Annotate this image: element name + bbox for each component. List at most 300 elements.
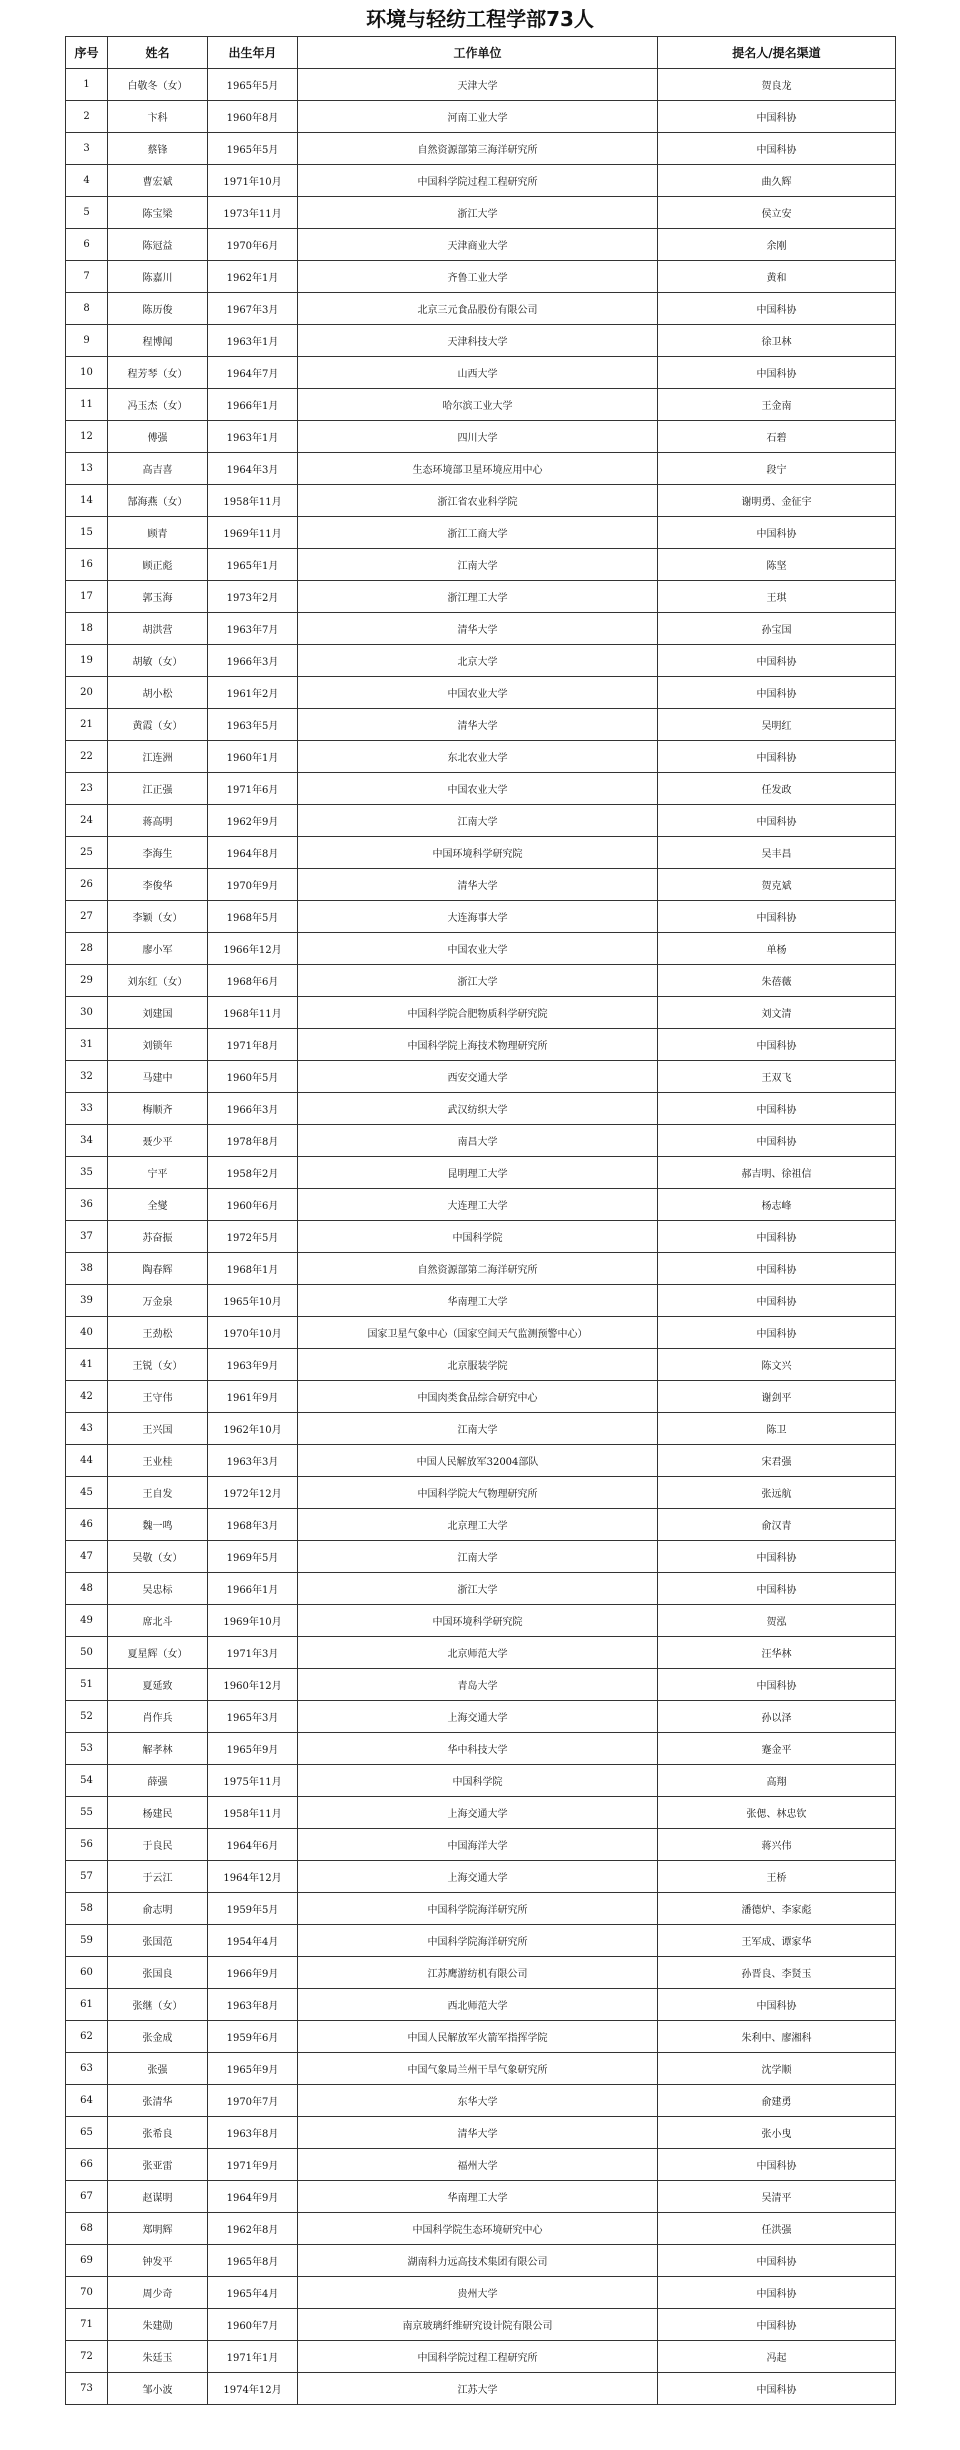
cell-no: 31 [66,1029,108,1061]
cell-birth: 1967年3月 [208,293,298,325]
cell-no: 28 [66,933,108,965]
cell-org: 中国科学院 [298,1765,658,1797]
cell-org: 北京理工大学 [298,1509,658,1541]
cell-birth: 1961年2月 [208,677,298,709]
cell-birth: 1960年7月 [208,2309,298,2341]
table-row [66,1381,896,1413]
cell-name: 夏延致 [108,1669,208,1701]
cell-name: 王自发 [108,1477,208,1509]
table-row [66,581,896,613]
cell-nominator: 谢明勇、金征宇 [658,485,896,517]
table-row [66,1541,896,1573]
cell-no: 18 [66,613,108,645]
cell-org: 中国科学院海洋研究所 [298,1925,658,1957]
cell-no: 30 [66,997,108,1029]
table-row [66,101,896,133]
table-row [66,2021,896,2053]
table-row [66,805,896,837]
cell-name: 张继（女） [108,1989,208,2021]
cell-org: 中国气象局兰州干旱气象研究所 [298,2053,658,2085]
cell-nominator: 段宁 [658,453,896,485]
cell-name: 张国范 [108,1925,208,1957]
cell-name: 刘东红（女） [108,965,208,997]
cell-org: 中国农业大学 [298,677,658,709]
cell-org: 上海交通大学 [298,1701,658,1733]
cell-birth: 1959年5月 [208,1893,298,1925]
cell-name: 江连洲 [108,741,208,773]
cell-no: 55 [66,1797,108,1829]
cell-name: 陈嘉川 [108,261,208,293]
cell-org: 江苏大学 [298,2373,658,2405]
table-row [66,2341,896,2373]
cell-nominator: 陈文兴 [658,1349,896,1381]
cell-name: 吴忠标 [108,1573,208,1605]
cell-name: 梅顺齐 [108,1093,208,1125]
cell-name: 聂少平 [108,1125,208,1157]
cell-name: 杨建民 [108,1797,208,1829]
cell-name: 傅强 [108,421,208,453]
cell-org: 大连理工大学 [298,1189,658,1221]
cell-birth: 1958年11月 [208,1797,298,1829]
cell-no: 36 [66,1189,108,1221]
table-row [66,1573,896,1605]
cell-org: 中国肉类食品综合研究中心 [298,1381,658,1413]
cell-name: 郭玉海 [108,581,208,613]
table-body [66,69,896,2405]
table-row [66,453,896,485]
cell-no: 57 [66,1861,108,1893]
cell-no: 4 [66,165,108,197]
table-row [66,1797,896,1829]
cell-name: 钟发平 [108,2245,208,2277]
table-row [66,965,896,997]
cell-name: 王锐（女） [108,1349,208,1381]
table-row [66,2309,896,2341]
cell-org: 江南大学 [298,1541,658,1573]
table-row [66,613,896,645]
cell-no: 34 [66,1125,108,1157]
cell-birth: 1958年11月 [208,485,298,517]
cell-nominator: 王双飞 [658,1061,896,1093]
cell-birth: 1971年1月 [208,2341,298,2373]
cell-name: 朱建勋 [108,2309,208,2341]
cell-org: 中国农业大学 [298,933,658,965]
table-row [66,229,896,261]
table-row [66,2181,896,2213]
cell-nominator: 孙宝国 [658,613,896,645]
cell-nominator: 张小曳 [658,2117,896,2149]
cell-birth: 1963年8月 [208,2117,298,2149]
cell-nominator: 孙晋良、李贤玉 [658,1957,896,1989]
cell-name: 李颖（女） [108,901,208,933]
table-row [66,1093,896,1125]
cell-nominator: 中国科协 [658,2277,896,2309]
cell-name: 王兴国 [108,1413,208,1445]
cell-org: 浙江理工大学 [298,581,658,613]
cell-birth: 1964年6月 [208,1829,298,1861]
table-row [66,1701,896,1733]
table-row [66,197,896,229]
cell-org: 国家卫星气象中心（国家空间天气监测预警中心） [298,1317,658,1349]
cell-nominator: 中国科协 [658,1125,896,1157]
cell-nominator: 王琪 [658,581,896,613]
cell-name: 胡洪营 [108,613,208,645]
table-row [66,133,896,165]
cell-name: 郜海燕（女） [108,485,208,517]
cell-no: 16 [66,549,108,581]
cell-no: 32 [66,1061,108,1093]
table-row [66,293,896,325]
cell-nominator: 吴清平 [658,2181,896,2213]
table-row [66,1253,896,1285]
cell-nominator: 中国科协 [658,741,896,773]
table-row [66,901,896,933]
cell-org: 清华大学 [298,613,658,645]
table-row [66,421,896,453]
cell-no: 21 [66,709,108,741]
cell-nominator: 侯立安 [658,197,896,229]
cell-nominator: 吴丰昌 [658,837,896,869]
cell-birth: 1966年3月 [208,645,298,677]
cell-org: 中国海洋大学 [298,1829,658,1861]
cell-no: 24 [66,805,108,837]
cell-birth: 1954年4月 [208,1925,298,1957]
table-row [66,2277,896,2309]
cell-name: 于云江 [108,1861,208,1893]
cell-no: 12 [66,421,108,453]
cell-org: 华南理工大学 [298,1285,658,1317]
cell-no: 68 [66,2213,108,2245]
cell-name: 于良民 [108,1829,208,1861]
cell-no: 19 [66,645,108,677]
cell-no: 51 [66,1669,108,1701]
cell-birth: 1978年8月 [208,1125,298,1157]
table-row [66,1893,896,1925]
cell-no: 42 [66,1381,108,1413]
cell-nominator: 中国科协 [658,133,896,165]
cell-no: 9 [66,325,108,357]
cell-nominator: 贺克斌 [658,869,896,901]
cell-no: 46 [66,1509,108,1541]
table-row [66,389,896,421]
cell-nominator: 陈坚 [658,549,896,581]
cell-org: 南昌大学 [298,1125,658,1157]
cell-nominator: 中国科协 [658,1669,896,1701]
table-row [66,2117,896,2149]
cell-nominator: 张偲、林忠钦 [658,1797,896,1829]
cell-org: 自然资源部第三海洋研究所 [298,133,658,165]
cell-nominator: 中国科协 [658,1093,896,1125]
cell-nominator: 中国科协 [658,293,896,325]
cell-birth: 1963年3月 [208,1445,298,1477]
cell-nominator: 俞汉青 [658,1509,896,1541]
cell-name: 程博闻 [108,325,208,357]
cell-name: 肖作兵 [108,1701,208,1733]
cell-name: 蔡锋 [108,133,208,165]
cell-org: 中国科学院 [298,1221,658,1253]
table-row [66,1029,896,1061]
cell-birth: 1969年5月 [208,1541,298,1573]
cell-org: 北京师范大学 [298,1637,658,1669]
cell-birth: 1964年7月 [208,357,298,389]
table-row [66,2053,896,2085]
cell-name: 曹宏斌 [108,165,208,197]
cell-org: 浙江省农业科学院 [298,485,658,517]
cell-birth: 1968年11月 [208,997,298,1029]
cell-org: 中国科学院生态环境研究中心 [298,2213,658,2245]
cell-birth: 1971年8月 [208,1029,298,1061]
cell-name: 解孝林 [108,1733,208,1765]
cell-org: 中国农业大学 [298,773,658,805]
cell-no: 48 [66,1573,108,1605]
cell-no: 2 [66,101,108,133]
cell-nominator: 曲久辉 [658,165,896,197]
cell-name: 张亚雷 [108,2149,208,2181]
cell-no: 6 [66,229,108,261]
cell-birth: 1963年8月 [208,1989,298,2021]
cell-org: 江南大学 [298,1413,658,1445]
cell-birth: 1964年8月 [208,837,298,869]
cell-no: 26 [66,869,108,901]
cell-org: 中国科学院合肥物质科学研究院 [298,997,658,1029]
cell-birth: 1963年7月 [208,613,298,645]
cell-org: 中国人民解放军火箭军指挥学院 [298,2021,658,2053]
cell-no: 71 [66,2309,108,2341]
cell-nominator: 中国科协 [658,1317,896,1349]
cell-no: 47 [66,1541,108,1573]
cell-no: 37 [66,1221,108,1253]
cell-name: 赵谋明 [108,2181,208,2213]
cell-name: 陈历俊 [108,293,208,325]
cell-nominator: 刘文清 [658,997,896,1029]
cell-name: 薛强 [108,1765,208,1797]
cell-birth: 1966年12月 [208,933,298,965]
table-row [66,2085,896,2117]
cell-org: 武汉纺织大学 [298,1093,658,1125]
table-row [66,1125,896,1157]
table-row [66,741,896,773]
cell-name: 高吉喜 [108,453,208,485]
cell-no: 69 [66,2245,108,2277]
cell-org: 江苏鹰游纺机有限公司 [298,1957,658,1989]
cell-nominator: 中国科协 [658,2309,896,2341]
cell-org: 湖南科力远高技术集团有限公司 [298,2245,658,2277]
cell-org: 南京玻璃纤维研究设计院有限公司 [298,2309,658,2341]
table-row [66,1285,896,1317]
cell-org: 中国科学院大气物理研究所 [298,1477,658,1509]
cell-org: 大连海事大学 [298,901,658,933]
cell-no: 5 [66,197,108,229]
cell-name: 邹小波 [108,2373,208,2405]
cell-name: 刘锁年 [108,1029,208,1061]
cell-birth: 1966年9月 [208,1957,298,1989]
table-row [66,1957,896,1989]
table-row [66,2245,896,2277]
cell-org: 上海交通大学 [298,1797,658,1829]
cell-org: 华中科技大学 [298,1733,658,1765]
table-row [66,261,896,293]
cell-org: 昆明理工大学 [298,1157,658,1189]
cell-name: 全燮 [108,1189,208,1221]
cell-no: 52 [66,1701,108,1733]
table-row [66,1157,896,1189]
table-row [66,1509,896,1541]
cell-name: 魏一鸣 [108,1509,208,1541]
cell-name: 刘建国 [108,997,208,1029]
cell-birth: 1968年1月 [208,1253,298,1285]
cell-name: 郑明辉 [108,2213,208,2245]
cell-name: 吴敬（女） [108,1541,208,1573]
cell-org: 清华大学 [298,869,658,901]
cell-no: 27 [66,901,108,933]
cell-name: 马建中 [108,1061,208,1093]
cell-birth: 1964年3月 [208,453,298,485]
table-row [66,645,896,677]
cell-no: 72 [66,2341,108,2373]
table-row [66,2373,896,2405]
cell-birth: 1970年10月 [208,1317,298,1349]
cell-name: 苏奋振 [108,1221,208,1253]
cell-name: 王劲松 [108,1317,208,1349]
cell-no: 63 [66,2053,108,2085]
cell-no: 58 [66,1893,108,1925]
cell-name: 陈宝梁 [108,197,208,229]
cell-no: 40 [66,1317,108,1349]
cell-birth: 1965年9月 [208,1733,298,1765]
cell-nominator: 贺良龙 [658,69,896,101]
cell-no: 61 [66,1989,108,2021]
table-row [66,1989,896,2021]
cell-no: 64 [66,2085,108,2117]
cell-birth: 1965年5月 [208,133,298,165]
cell-no: 60 [66,1957,108,1989]
cell-birth: 1958年2月 [208,1157,298,1189]
cell-birth: 1972年5月 [208,1221,298,1253]
cell-org: 北京三元食品股份有限公司 [298,293,658,325]
cell-birth: 1969年10月 [208,1605,298,1637]
cell-org: 浙江大学 [298,1573,658,1605]
cell-nominator: 中国科协 [658,1253,896,1285]
cell-nominator: 中国科协 [658,1029,896,1061]
cell-birth: 1966年1月 [208,1573,298,1605]
cell-no: 38 [66,1253,108,1285]
cell-no: 35 [66,1157,108,1189]
cell-nominator: 朱利中、廖湘科 [658,2021,896,2053]
cell-birth: 1959年6月 [208,2021,298,2053]
cell-org: 中国环境科学研究院 [298,1605,658,1637]
cell-org: 贵州大学 [298,2277,658,2309]
cell-birth: 1968年6月 [208,965,298,997]
cell-name: 万金泉 [108,1285,208,1317]
cell-nominator: 任发政 [658,773,896,805]
table-row [66,773,896,805]
cell-nominator: 吴明红 [658,709,896,741]
cell-org: 中国环境科学研究院 [298,837,658,869]
cell-birth: 1960年6月 [208,1189,298,1221]
cell-nominator: 朱蓓薇 [658,965,896,997]
table-row [66,1861,896,1893]
cell-org: 中国科学院上海技术物理研究所 [298,1029,658,1061]
cell-no: 43 [66,1413,108,1445]
cell-no: 45 [66,1477,108,1509]
cell-org: 天津大学 [298,69,658,101]
table-row [66,1445,896,1477]
cell-name: 顾正彪 [108,549,208,581]
cell-name: 卞科 [108,101,208,133]
table-row [66,709,896,741]
table-row [66,997,896,1029]
cell-birth: 1971年3月 [208,1637,298,1669]
cell-nominator: 中国科协 [658,805,896,837]
cell-no: 29 [66,965,108,997]
cell-birth: 1970年7月 [208,2085,298,2117]
cell-nominator: 蒋兴伟 [658,1829,896,1861]
cell-birth: 1965年8月 [208,2245,298,2277]
table-row [66,69,896,101]
cell-org: 生态环境部卫星环境应用中心 [298,453,658,485]
cell-name: 周少奇 [108,2277,208,2309]
cell-nominator: 陈卫 [658,1413,896,1445]
cell-org: 清华大学 [298,2117,658,2149]
cell-birth: 1968年3月 [208,1509,298,1541]
table-row [66,677,896,709]
table-row [66,1221,896,1253]
cell-org: 齐鲁工业大学 [298,261,658,293]
header-nominator: 提名人/提名渠道 [658,37,896,69]
cell-birth: 1965年1月 [208,549,298,581]
cell-birth: 1960年8月 [208,101,298,133]
cell-no: 13 [66,453,108,485]
cell-nominator: 徐卫林 [658,325,896,357]
cell-birth: 1966年3月 [208,1093,298,1125]
cell-org: 华南理工大学 [298,2181,658,2213]
table-row [66,517,896,549]
cell-no: 3 [66,133,108,165]
header-birth: 出生年月 [208,37,298,69]
cell-org: 天津科技大学 [298,325,658,357]
cell-name: 张金成 [108,2021,208,2053]
cell-nominator: 杨志峰 [658,1189,896,1221]
cell-birth: 1963年9月 [208,1349,298,1381]
cell-no: 39 [66,1285,108,1317]
table-row [66,1317,896,1349]
cell-no: 11 [66,389,108,421]
cell-birth: 1960年1月 [208,741,298,773]
cell-nominator: 任洪强 [658,2213,896,2245]
cell-org: 天津商业大学 [298,229,658,261]
cell-org: 中国科学院过程工程研究所 [298,165,658,197]
table-row [66,1765,896,1797]
cell-birth: 1968年5月 [208,901,298,933]
table-row [66,357,896,389]
cell-name: 程芳琴（女） [108,357,208,389]
cell-nominator: 郝吉明、徐祖信 [658,1157,896,1189]
cell-no: 22 [66,741,108,773]
cell-org: 中国人民解放军32004部队 [298,1445,658,1477]
table-row [66,1637,896,1669]
cell-org: 东北农业大学 [298,741,658,773]
cell-org: 浙江大学 [298,197,658,229]
cell-no: 50 [66,1637,108,1669]
cell-birth: 1962年9月 [208,805,298,837]
cell-birth: 1964年9月 [208,2181,298,2213]
cell-org: 青岛大学 [298,1669,658,1701]
cell-no: 25 [66,837,108,869]
cell-nominator: 中国科协 [658,517,896,549]
cell-no: 56 [66,1829,108,1861]
cell-no: 20 [66,677,108,709]
cell-birth: 1973年11月 [208,197,298,229]
